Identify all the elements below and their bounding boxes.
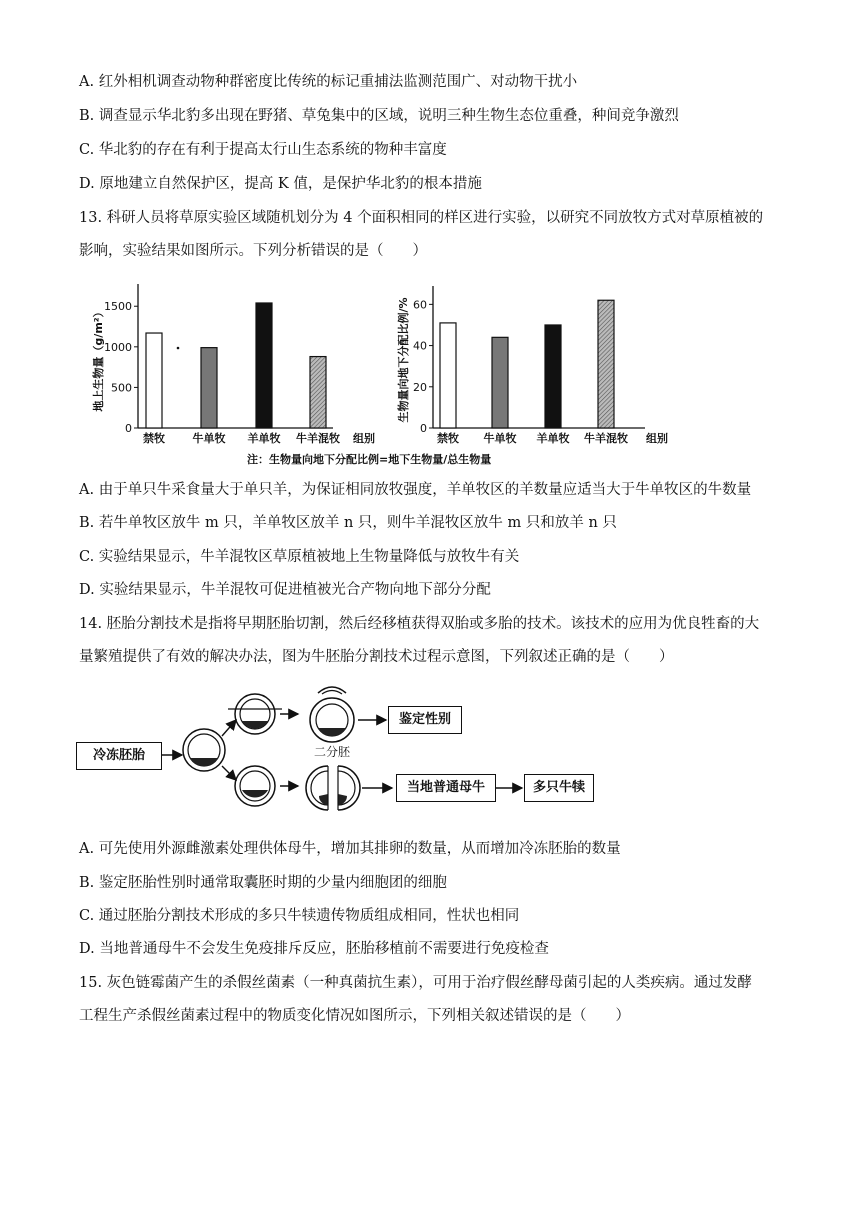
embryo-lower-icon [235, 766, 275, 806]
bar [201, 348, 217, 428]
x-tick-label: 牛羊混牧 [584, 432, 628, 445]
q13-stem-line1: 13. 科研人员将草原实验区域随机划分为 4 个面积相同的样区进行实验，以研究不同放牧方式对草原植被的 [79, 210, 764, 226]
q13-option-a: A. 由于单只牛采食量大于单只羊，为保证相同放牧强度，羊单牧区的羊数量应适当大于牛单牧区的牛数量 [79, 482, 752, 498]
recipient-cow-box: 当地普通母牛 [396, 774, 496, 802]
x-tick-label: 禁牧 [143, 432, 165, 445]
q12-option-b: B. 调查显示华北豹多出现在野猪、草兔集中的区域，说明三种生物生态位重叠，种间竞争激烈 [79, 108, 679, 124]
chart-aboveground-biomass [88, 280, 383, 452]
y-tick-label: 0 [125, 422, 132, 435]
x-axis-label: 组别 [646, 432, 668, 445]
bar [598, 300, 614, 428]
q12-option-a: A. 红外相机调查动物种群密度比传统的标记重捕法监测范围广、对动物干扰小 [79, 74, 578, 90]
q14-option-b: B. 鉴定胚胎性别时通常取囊胚时期的少量内细胞团的细胞 [79, 875, 447, 891]
x-tick-label: 羊单牧 [247, 432, 281, 445]
calves-box: 多只牛犊 [524, 774, 594, 802]
bar [492, 337, 508, 428]
x-tick-label: 牛单牧 [483, 432, 517, 445]
q14-option-d: D. 当地普通母牛不会发生免疫排斥反应，胚胎移植前不需要进行免疫检查 [79, 941, 549, 957]
embryo-splitting-diagram [70, 678, 610, 828]
y-tick-label: 500 [111, 381, 132, 395]
bar [146, 333, 162, 428]
y-tick-label: 40 [413, 339, 427, 353]
blastocyst-icon [183, 729, 225, 771]
y-axis-label: 生物量向地下分配比例/% [397, 297, 410, 423]
x-tick-label: 羊单牧 [536, 432, 570, 445]
y-tick-label: 1000 [104, 340, 132, 354]
chart-note: 注：生物量向地下分配比例=地下生物量/总生物量 [247, 453, 492, 466]
q15-stem-line1: 15. 灰色链霉菌产生的杀假丝菌素（一种真菌抗生素），可用于治疗假丝酵母菌引起的人类疾病。通过发酵 [79, 975, 752, 991]
q12-option-c: C. 华北豹的存在有利于提高太行山生态系统的物种丰富度 [79, 142, 447, 158]
sex-identification-box: 鉴定性别 [388, 706, 462, 734]
sampled-embryo-icon [310, 687, 354, 742]
bar [310, 357, 326, 428]
split-embryo-label: 二分胚 [314, 745, 351, 759]
q15-stem-line2: 工程生产杀假丝菌素过程中的物质变化情况如图所示，下列相关叙述错误的是（ ） [79, 1008, 630, 1024]
q13-stem-line2: 影响，实验结果如图所示。下列分析错误的是（ ） [79, 243, 427, 259]
bar [440, 323, 456, 428]
q14-stem-line1: 14. 胚胎分割技术是指将早期胚胎切割，然后经移植获得双胎或多胎的技术。该技术的应用为优良牲畜的大 [79, 616, 760, 632]
q13-option-b: B. 若牛单牧区放牛 m 只，羊单牧区放羊 n 只，则牛羊混牧区放牛 m 只和放羊 n 只 [79, 515, 617, 531]
embryo-sampling-icon [228, 694, 282, 734]
y-axis-label: 地上生物量（g/m²） [92, 306, 105, 412]
x-axis-label: 组别 [353, 432, 375, 445]
q12-option-d: D. 原地建立自然保护区，提高 K 值，是保护华北豹的根本措施 [79, 176, 482, 192]
x-tick-label: 牛羊混牧 [296, 432, 340, 445]
bar [545, 325, 561, 428]
y-tick-label: 1500 [104, 300, 132, 314]
q13-option-d: D. 实验结果显示，牛羊混牧可促进植被光合产物向地下部分分配 [79, 582, 491, 598]
chart-belowground-allocation [395, 280, 675, 452]
q14-stem-line2: 量繁殖提供了有效的解决办法，图为牛胚胎分割技术过程示意图，下列叙述正确的是（ ） [79, 649, 674, 665]
x-tick-label: 牛单牧 [192, 432, 226, 445]
q13-option-c: C. 实验结果显示，牛羊混牧区草原植被地上生物量降低与放牧牛有关 [79, 549, 520, 565]
stray-dot [177, 347, 180, 350]
x-tick-label: 禁牧 [437, 432, 459, 445]
frozen-embryo-box: 冷冻胚胎 [76, 742, 162, 770]
y-tick-label: 0 [420, 422, 427, 435]
demi-embryo-icon [306, 766, 360, 810]
q14-option-c: C. 通过胚胎分割技术形成的多只牛犊遗传物质组成相同，性状也相同 [79, 908, 520, 924]
bar [256, 303, 272, 428]
y-tick-label: 60 [413, 298, 427, 312]
y-tick-label: 20 [413, 380, 427, 394]
q14-option-a: A. 可先使用外源雌激素处理供体母牛，增加其排卵的数量，从而增加冷冻胚胎的数量 [79, 841, 621, 857]
